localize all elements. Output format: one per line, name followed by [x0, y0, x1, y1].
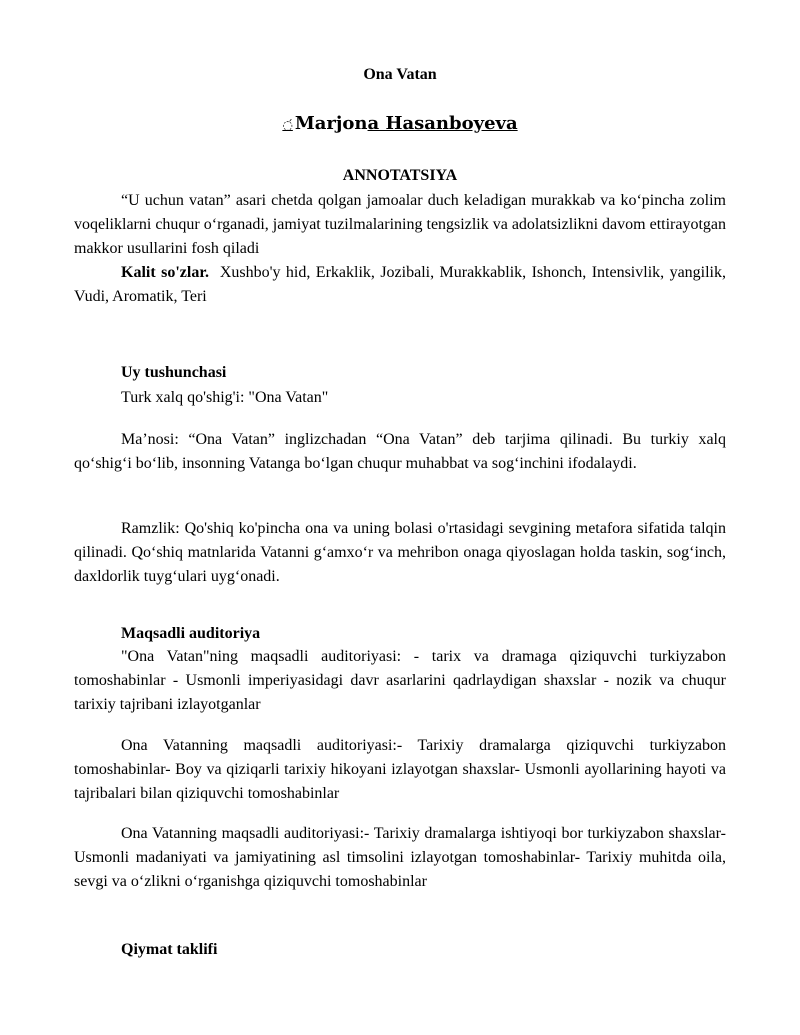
keywords-text: Xushbo'y hid, Erkaklik, Jozibali, Murakkablik, Ishonch, Intensivlik, yangilik, Vudi, Aromatik, Teri [74, 264, 727, 305]
section-heading-qiymat-taklifi: Qiymat taklifi [121, 941, 218, 958]
section-heading-maqsadli-auditoriya: Maqsadli auditoriya [121, 625, 261, 642]
section1-paragraph-meaning: Ma’nosi: “Ona Vatan” inglizchadan “Ona Vatan” deb tarjima qilinadi. Bu turkiy xalq qo‘shig‘i bo‘lib, insonning Vatanga bo‘lgan chuqur muhabbat va sog‘inchini ifodalaydi. [74, 431, 726, 472]
section2-paragraph-1: "Ona Vatan"ning maqsadli auditoriyasi: - tarix va dramaga qiziquvchi turkiyzabon tomoshabinlar - Usmonli imperiyasidagi davr asarlarini qadrlaydigan shaxslar - nozik va chuqur tarixiy tajribani izlayotganlar [74, 648, 726, 713]
annotation-heading: ANNOTATSIYA [342, 167, 458, 184]
annotation-paragraph: “U uchun vatan” asari chetda qolgan jamoalar duch keladigan murakkab va ko‘pincha zolim voqeliklarni chuqur o‘rganadi, jamiyat tuzilmalarining tengsizlik va adolatsizlikni davom ettirayotgan makkor usullarini fosh qiladi [74, 192, 726, 257]
section2-paragraph-2: Ona Vatanning maqsadli auditoriyasi:- Tarixiy dramalarga qiziquvchi turkiyzabon tomoshabinlar- Boy va qiziqarli tarixiy hikoyani izlayotgan shaxslar- Usmonli ayollarining hayoti va tajribalari bilan qiziquvchi tomoshabinlar [74, 737, 726, 802]
author-first: Marjon [294, 113, 368, 134]
section2-paragraph-3: Ona Vatanning maqsadli auditoriyasi:- Tarixiy dramalarga ishtiyoqi bor turkiyzabon shaxslar- Usmonli madaniyati va jamiyatining asl timsolini izlayotgan tomoshabinlar- Tarixiy muhitda oila, sevgi va o‘zlikni o‘rganishga qiziquvchi tomoshabinlar [74, 825, 726, 890]
section-heading-uy-tushunchasi: Uy tushunchasi [121, 364, 227, 381]
author-name [0, 113, 800, 134]
keywords-label: Kalit so'zlar. [121, 264, 209, 281]
author-mark: ◌́ [282, 118, 293, 132]
section1-subtitle: Turk xalq qo'shig'i: "Ona Vatan" [121, 389, 329, 406]
author-rest: a Hasanboyeva [367, 113, 518, 134]
keywords-paragraph [74, 261, 726, 309]
section1-paragraph-symbolism: Ramzlik: Qo'shiq ko'pincha ona va uning bolasi o'rtasidagi sevgining metafora sifatida talqin qilinadi. Qo‘shiq matnlarida Vatanni g‘amxo‘r va mehribon onaga qiyoslagan holda taskin, sog‘inch, daxldorlik tuyg‘ulari uyg‘onadi. [74, 520, 726, 585]
document-title: Ona Vatan [363, 66, 437, 83]
